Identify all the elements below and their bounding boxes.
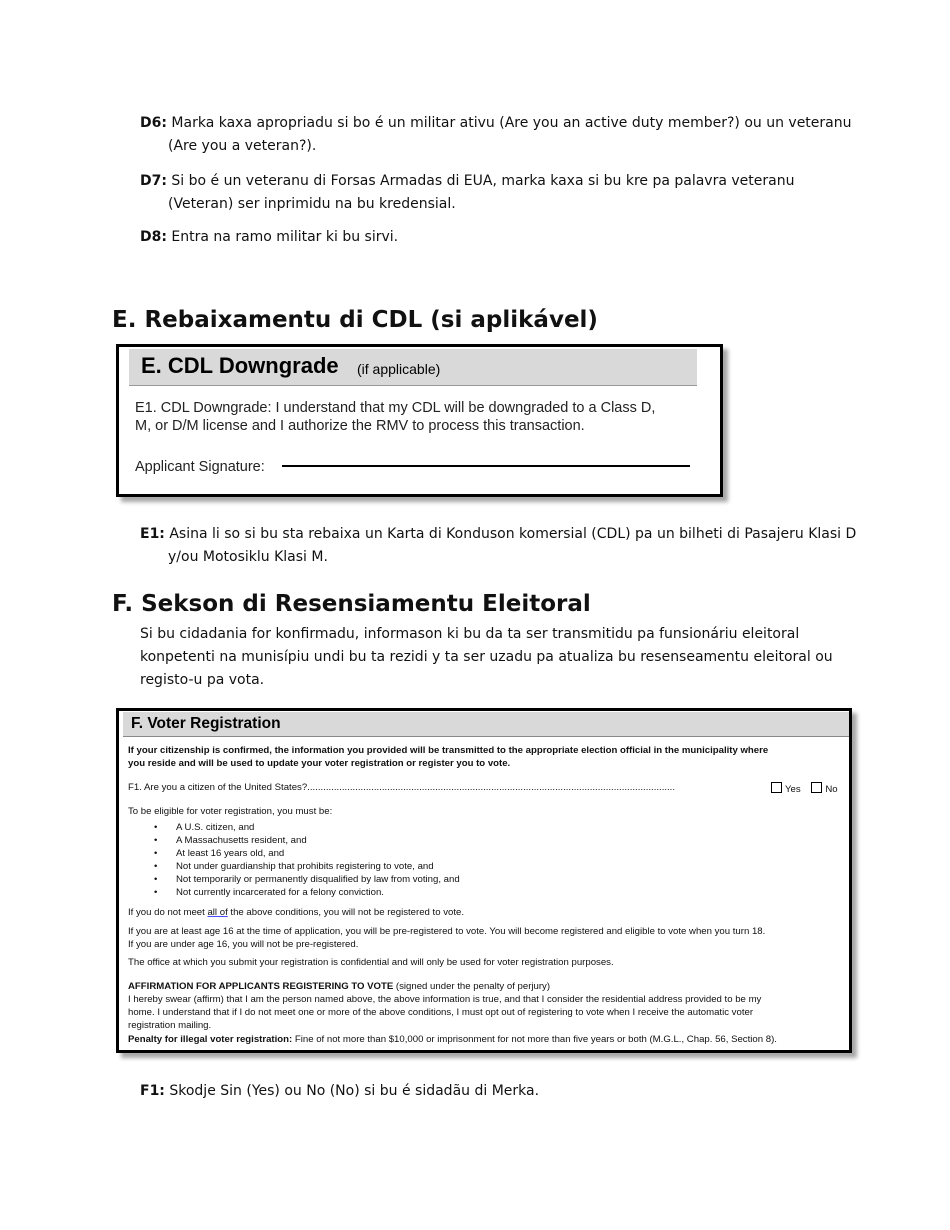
voter-registration-form [116,708,852,1053]
f1-question-row [128,782,846,795]
eligibility-list [128,821,460,899]
eligible-intro: To be eligible for voter registration, you must be: [128,806,333,817]
cdl-e1-line2: M, or D/M license and I authorize the RMV to process this transaction. [135,418,585,434]
no-label: No [825,784,838,795]
eligibility-item: • At least 16 years old, and [128,847,460,860]
d7-paragraph [140,170,828,216]
voter-notice-line2: you reside and will be used to update your voter registration or register you to vote. [128,758,511,769]
f1-answers [769,782,838,797]
eligibility-item: • Not currently incarcerated for a felony conviction. [128,886,460,899]
not-meet-pre: If you do not meet [128,907,208,918]
section-f-intro: Si bu cidadania for konfirmadu, informason ki bu da ta ser transmitidu pa funsionáriu eleitoral konpetenti na munisípiu undi bu ta rezidi y ta ser uzadu pa atualiza bu resenseamentu eleitoral ou registo-u pa vota. [140,626,833,688]
e1-code: E1: [140,526,165,542]
cdl-downgrade-form [116,344,723,497]
f1-question: F1. Are you a citizen of the United States?.......................................................................................................................................... [128,782,676,793]
cdl-form-header [129,349,697,386]
penalty-line [128,1034,777,1047]
cdl-e1-line1: E1. CDL Downgrade: I understand that my CDL will be downgraded to a Class D, [135,400,656,416]
affirmation-title: AFFIRMATION FOR APPLICANTS REGISTERING TO VOTE [128,981,394,992]
cdl-form-title: E. CDL Downgrade [141,353,339,378]
cdl-form-title-note: (if applicable) [357,361,441,377]
section-f-heading: F. Sekson di Resensiamentu Eleitoral [112,591,591,617]
d8-paragraph [140,226,828,249]
penalty-text: Fine of not more than $10,000 or imprisonment for not more than five years or both (M.G.L., Chap. 56, Section 8). [292,1034,777,1045]
d6-text: Marka kaxa apropriadu si bo é un militar ativu (Are you an active duty member?) ou un veteranu (Are you a veteran?). [168,115,852,154]
e1-text: Asina li so si bu sta rebaixa un Karta di Konduson komersial (CDL) pa un bilheti di Pasajeru Klasi D y/ou Motosiklu Klasi M. [168,526,857,565]
f1-code: F1: [140,1083,165,1099]
cdl-signature-label: Applicant Signature: [135,459,265,475]
office-line: The office at which you submit your registration is confidential and will only be used for voter registration purposes. [128,957,614,968]
affirmation-line3: registration mailing. [128,1020,212,1031]
d8-text: Entra na ramo militar ki bu sirvi. [171,229,399,245]
d8-code: D8: [140,229,167,245]
e1-paragraph [140,523,873,569]
voter-notice-line1: If your citizenship is confirmed, the information you provided will be transmitted to the appropriate election official in the municipality where [128,745,769,756]
yes-label: Yes [785,784,801,795]
d7-text: Si bo é un veteranu di Forsas Armadas di EUA, marka kaxa si bu kre pa palavra veteranu (Veteran) ser inprimidu na bu kredensial. [168,173,795,212]
f1-paragraph [140,1080,868,1103]
eligibility-item: • A Massachusetts resident, and [128,834,460,847]
not-meet-emphasis: all of [207,907,228,918]
no-checkbox[interactable] [811,782,822,793]
age-line2: If you are under age 16, you will not be pre-registered. [128,939,359,950]
eligibility-item: • Not temporarily or permanently disqualified by law from voting, and [128,873,460,886]
age-line1: If you are at least age 16 at the time of application, you will be pre-registered to vote. You will become registered and eligible to vote when you turn 18. [128,926,766,937]
voter-form-header [123,712,849,737]
d6-code: D6: [140,115,167,131]
penalty-label: Penalty for illegal voter registration: [128,1034,293,1045]
d6-paragraph [140,112,878,158]
f1-text: Skodje Sin (Yes) ou No (No) si bu é sidadãu di Merka. [169,1083,540,1099]
eligibility-item: • A U.S. citizen, and [128,821,460,834]
not-meet-line [128,907,464,920]
voter-form-title: F. Voter Registration [131,715,281,732]
not-meet-post: the above conditions, you will not be registered to vote. [227,907,464,918]
affirmation-title-row [128,981,550,994]
affirmation-line2: home. I understand that if I do not meet one or more of the above conditions, I must opt out of registering to vote when I receive the automatic voter [128,1007,754,1018]
cdl-signature-line [282,465,690,467]
d7-code: D7: [140,173,167,189]
affirmation-note: (signed under the penalty of perjury) [393,981,551,992]
eligibility-item: • Not under guardianship that prohibits registering to vote, and [128,860,460,873]
yes-checkbox[interactable] [771,782,782,793]
section-e-heading: E. Rebaixamentu di CDL (si aplikável) [112,307,598,333]
affirmation-line1: I hereby swear (affirm) that I am the person named above, the above information is true, and that I consider the residential address provided to be my [128,994,762,1005]
